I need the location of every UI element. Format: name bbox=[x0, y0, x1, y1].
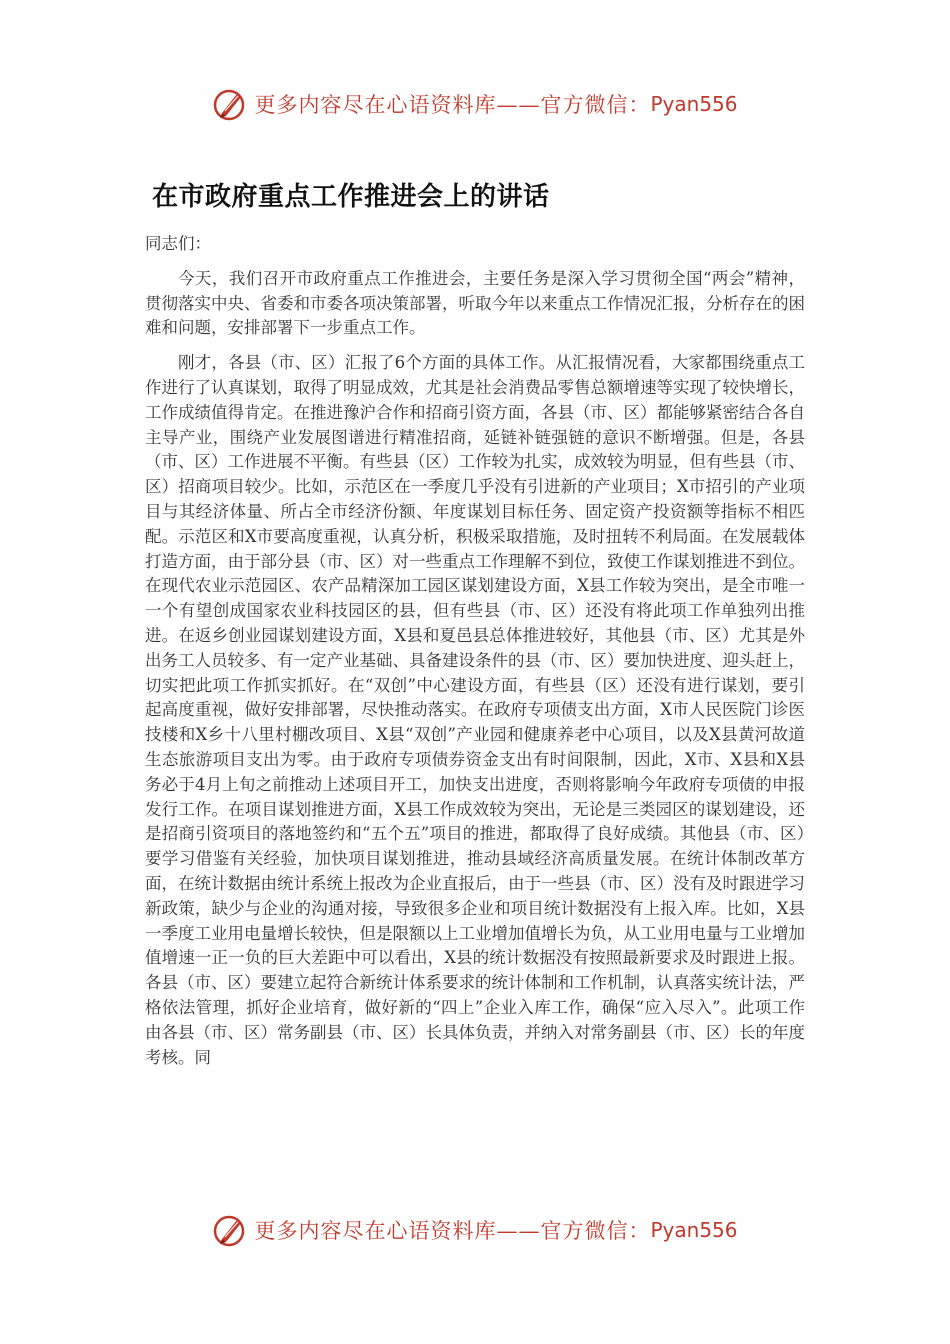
banner-text: 更多内容尽在心语资料库——官方微信： bbox=[254, 1219, 651, 1243]
paragraph-2: 刚才，各县（市、区）汇报了6个方面的具体工作。从汇报情况看，大家都围绕重点工作进行了认真谋划，取得了明显成效，尤其是社会消费品零售总额增速等实现了较快增长，工作成绩值得肯定。在推进豫沪合作和招商引资方面，各县（市、区）都能够紧密结合各自主导产业，围绕产业发展图谱进行精准招商，延链补链强链的意识不断增强。但是，各县（市、区）工作进展不平衡。有些县（区）工作较为扎实，成效较为明显，但有些县（市、区）招商项目较少。比如，示范区在一季度几乎没有引进新的产业项目；X市招引的产业项目与其经济体量、所占全市经济份额、年度谋划目标任务、固定资产投资额等指标不相匹配。示范区和X市要高度重视，认真分析，积极采取措施，及时扭转不利局面。在发展载体打造方面，由于部分县（市、区）对一些重点工作理解不到位，致使工作谋划推进不到位。在现代农业示范园区、农产品精深加工园区谋划建设方面，X县工作较为突出，是全市唯一一个有望创成国家农业科技园区的县，但有些县（市、区）还没有将此项工作单独列出推进。在返乡创业园谋划建设方面，X县和夏邑县总体推进较好，其他县（市、区）尤其是外出务工人员较多、有一定产业基础、具备建设条件的县（市、区）要加快进度、迎头赶上，切实把此项工作抓实抓好。在“双创”中心建设方面，有些县（区）还没有进行谋划，要引起高度重视，做好安排部署，尽快推动落实。在政府专项债支出方面，X市人民医院门诊医技楼和X乡十八里村棚改项目、X县“双创”产业园和健康养老中心项目，以及X县黄河故道生态旅游项目支出为零。由于政府专项债券资金支出有时间限制，因此，X市、X县和X县务必于4月上旬之前推动上述项目开工，加快支出进度，否则将影响今年政府专项债的申报发行工作。在项目谋划推进方面，X县工作成效较为突出，无论是三类园区的谋划建设，还是招商引资项目的落地签约和“五个五”项目的推进，都取得了良好成绩。其他县（市、区）要学习借鉴有关经验，加快项目谋划推进，推动县域经济高质量发展。在统计体制改革方面，在统计数据由统计系统上报改为企业直报后，由于一些县（市、区）没有及时跟进学习新政策，缺少与企业的沟通对接，导致很多企业和项目统计数据没有上报入库。比如，X县一季度工业用电量增长较快，但是限额以上工业增加值增长为负，从工业用电量与工业增加值增速一正一负的巨大差距中可以看出，X县的统计数据没有按照最新要求及时跟进上报。各县（市、区）要建立起符合新统计体系要求的统计体制和工作机制，认真落实统计法，严格依法管理，抓好企业培育，做好新的“四上”企业入库工作，确保“应入尽入”。此项工作由各县（市、区）常务副县（市、区）长具体负责，并纳入对常务副县（市、区）长的年度考核。同 bbox=[145, 353, 805, 1067]
document-title: 在市政府重点工作推进会上的讲话 bbox=[152, 182, 550, 212]
header-banner bbox=[0, 82, 950, 126]
pen-nib-logo-icon bbox=[212, 1212, 248, 1248]
wechat-id: Pyan556 bbox=[650, 92, 738, 116]
footer-banner bbox=[0, 1208, 950, 1252]
wechat-id: Pyan556 bbox=[650, 1218, 738, 1242]
banner-text: 更多内容尽在心语资料库——官方微信： bbox=[254, 93, 651, 117]
document-body bbox=[145, 232, 805, 1080]
paragraph-1: 今天，我们召开市政府重点工作推进会，主要任务是深入学习贯彻全国“两会”精神，贯彻落实中央、省委和市委各项决策部署，听取今年以来重点工作情况汇报，分析存在的困难和问题，安排部署下一步重点工作。 bbox=[145, 268, 805, 338]
salutation: 同志们： bbox=[145, 234, 211, 253]
pen-nib-logo-icon bbox=[212, 86, 248, 122]
